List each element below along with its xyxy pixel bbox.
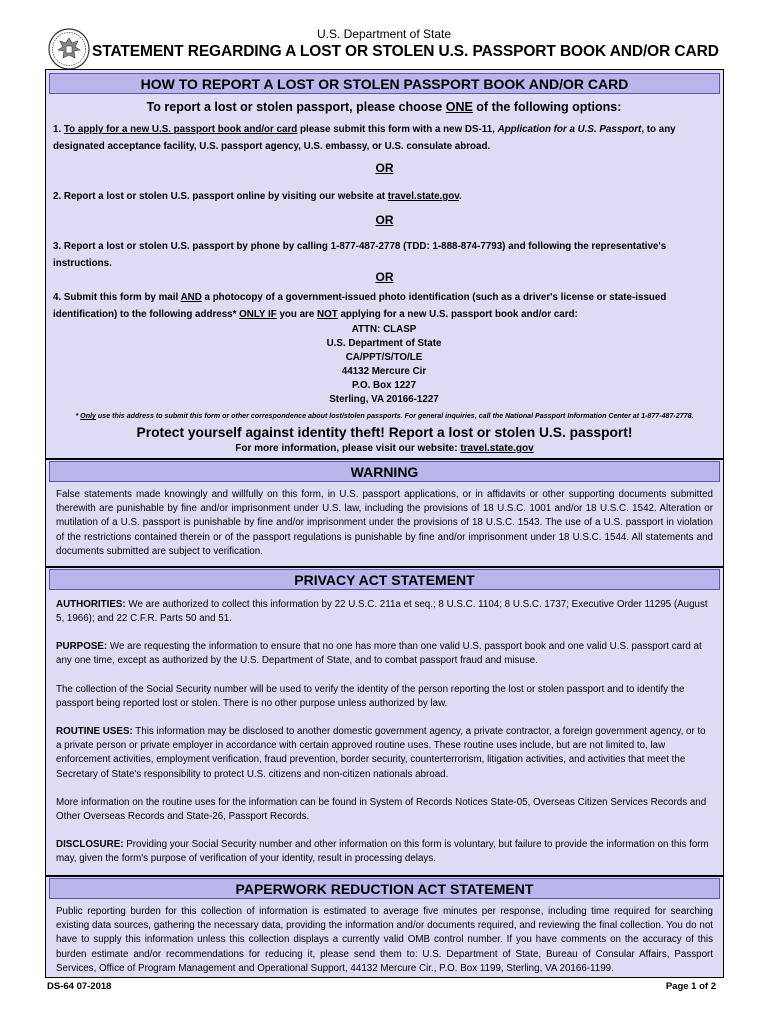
or-divider-3: OR	[375, 270, 394, 284]
option-4: 4. Submit this form by mail AND a photocopy of a government-issued photo identification (such as a driver's license or state-issued identification) to the following address* ONLY IF you are NOT applying for a new U.S. passport book and/or card:	[53, 292, 667, 320]
address-line: P.O. Box 1227	[351, 380, 417, 391]
travel-state-gov-link[interactable]: travel.state.gov	[387, 191, 459, 202]
or-divider-1: OR	[375, 161, 394, 175]
form-identifier: DS-64 07-2018	[47, 981, 112, 992]
paperwork-text: Public reporting burden for this collection of information is estimated to average five minutes per response, including time required for searching existing data sources, gathering the necessary data, providing the information and/or documents required, and reviewing the final collection. You do not have to supply this information unless this collection displays a currently valid OMB control number. If you have comments on the accuracy of this burden estimate and/or recommendations for reducing it, please send them to: U.S. Department of State, Bureau of Consular Affairs, Passport Services, Office of Program Management and Operational Support, 44132 Mercure Cir., P.O. Box 1199, Sterling, VA 20166-1199.	[56, 906, 713, 974]
privacy-disclosure: DISCLOSURE: Providing your Social Security number and other information on this form is voluntary, but failure to provide the information on this form may, given the form's purpose of verification of your identity, result in processing delays.	[56, 839, 709, 865]
option-3: 3. Report a lost or stolen U.S. passport by phone by calling 1-877-487-2778 (TDD: 1-888-874-7793) and following the representative's instructions.	[53, 241, 667, 269]
form-frame	[45, 69, 724, 978]
department-name: U.S. Department of State	[316, 27, 452, 41]
privacy-authorities: AUTHORITIES: We are authorized to collect this information by 22 U.S.C. 211a et seq.; 8 U.S.C. 1104; 8 U.S.C. 1737; Executive Order 11295 (August 5, 1966); and 22 C.F.R. Parts 50 and 51.	[56, 599, 708, 625]
address-line: Sterling, VA 20166-1227	[329, 394, 439, 405]
section-divider	[46, 566, 723, 568]
privacy-more-info: More information on the routine uses for the information can be found in System of Records Notices State-05, Overseas Citizen Services Records and Other Overseas Records and State-26, Passport Records.	[56, 797, 707, 823]
section-divider	[46, 458, 723, 460]
travel-state-gov-link[interactable]: travel.state.gov	[460, 443, 534, 454]
mailing-address	[53, 323, 715, 407]
address-footnote: * Only use this address to submit this form or other correspondence about lost/stolen passports. For general inquiries, call the National Passport Information Center at 1-877-487-2778.	[75, 412, 694, 420]
option-2: 2. Report a lost or stolen U.S. passport online by visiting our website at travel.state.gov.	[53, 191, 462, 202]
address-line: 44132 Mercure Cir	[341, 366, 427, 377]
how-to-heading: HOW TO REPORT A LOST OR STOLEN PASSPORT BOOK AND/OR CARD	[49, 73, 720, 94]
privacy-ssn: The collection of the Social Security number will be used to verify the identity of the person reporting the lost or stolen passport and to identify the passport being reported lost or stolen. There is no other purpose unless authorized by law.	[56, 684, 685, 710]
page-title: STATEMENT REGARDING A LOST OR STOLEN U.S. PASSPORT BOOK AND/OR CARD	[92, 43, 719, 60]
address-line: U.S. Department of State	[326, 338, 442, 349]
privacy-purpose: PURPOSE: We are requesting the information to ensure that no one has more than one valid U.S. passport book and one valid U.S. passport card at any one time, except as authorized by the U.S. Department of State, and to combat passport fraud and misuse.	[56, 641, 702, 667]
more-info-line: For more information, please visit our website: travel.state.gov	[235, 443, 534, 454]
section-divider	[46, 875, 723, 877]
address-line: CA/PPT/S/TO/LE	[345, 352, 423, 363]
option-1: 1. To apply for a new U.S. passport book and/or card please submit this form with a new DS-11, Application for a U.S. Passport, to any designated acceptance facility, U.S. passport agency, U.S. embassy, or U.S. consulate abroad.	[53, 124, 676, 152]
paperwork-heading: PAPERWORK REDUCTION ACT STATEMENT	[49, 878, 720, 899]
or-divider-2: OR	[375, 213, 394, 227]
intro-line: To report a lost or stolen passport, please choose ONE of the following options:	[146, 100, 622, 114]
page-number: Page 1 of 2	[665, 981, 716, 992]
protect-yourself-banner: Protect yourself against identity theft! Report a lost or stolen U.S. passport!	[136, 425, 633, 440]
privacy-routine-uses: ROUTINE USES: This information may be disclosed to another domestic government agency, a private contractor, a foreign government agency, or to a private person or private employer in accordance with certain approved routine uses. These routine uses include, but are not limited to, law enforcement activities, employment verification, fraud prevention, border security, counterterrorism, litigation activities, and activities that meet the Secretary of State's responsibility to protect U.S. citizens and non-citizen nationals abroad.	[56, 726, 706, 780]
warning-text: False statements made knowingly and willfully on this form, in U.S. passport applications, or in affidavits or other supporting documents submitted therewith are punishable by fine and/or imprisonment under U.S. law, including the provisions of 18 U.S.C. 1001 and/or 18 U.S.C. 1542. Alteration or mutilation of a U.S. passport is punishable by fine and/or imprisonment under the provisions of 18 U.S.C. 1543. The use of a U.S. passport in violation of the restrictions contained therein or of the passport regulations is punishable by fine and/or imprisonment under 18 U.S.C. 1544. All statements and documents submitted are subject to verification.	[56, 489, 713, 557]
apply-new-passport-link[interactable]: To apply for a new U.S. passport book and/or card	[63, 124, 298, 135]
warning-heading: WARNING	[49, 461, 720, 482]
address-line: ATTN: CLASP	[351, 324, 417, 335]
privacy-act-heading: PRIVACY ACT STATEMENT	[49, 569, 720, 590]
